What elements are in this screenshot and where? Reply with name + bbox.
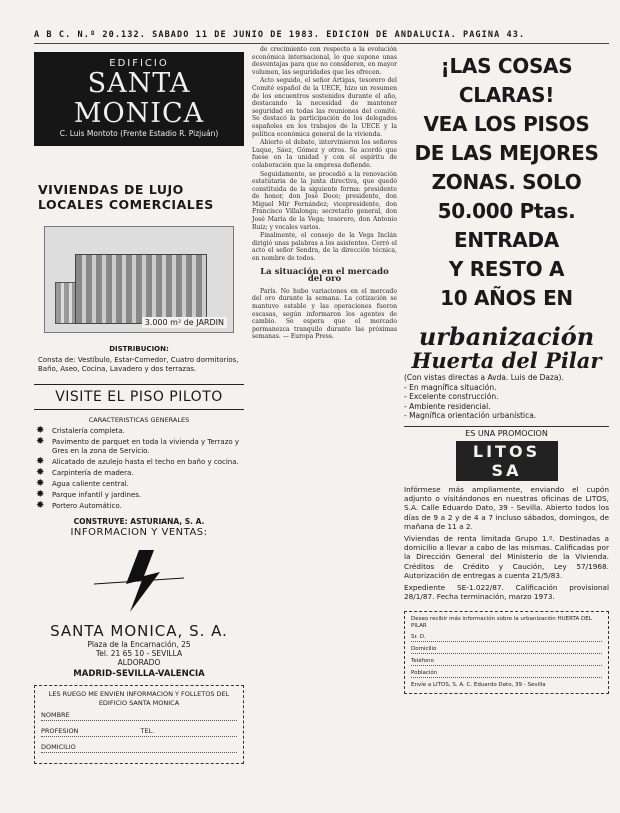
- headline-line: CLARAS!: [458, 83, 555, 107]
- footer-address: Plaza de la Encarnación, 25: [87, 640, 191, 649]
- info-coupon[interactable]: [34, 685, 244, 764]
- footer-phone: Tel. 21 65 10 - SEVILLA: [95, 649, 183, 658]
- article-paragraph: Finalmente, el consejo de la Vega Inclán dirigió unas palabras a los asistentes. Cerró el acto el señor Sendra, de la dirección técnica, en nombre de todos.: [252, 232, 397, 263]
- feature-item: ✸ Carpintería de madera.: [36, 467, 134, 478]
- ad-headline: [404, 52, 609, 313]
- footer-company: SANTA MONICA, S. A.: [50, 622, 228, 640]
- headline-line: DE LAS MEJORES: [414, 141, 599, 165]
- huerta-del-pilar-ad: [404, 52, 609, 694]
- feature-item: ✸ Agua caliente central.: [36, 478, 129, 489]
- legal-text: Viviendas de renta limitada Grupo 1.º. Destinadas a domicilio a llevar a cabo de las mismas. Calificadas por la Dirección General del Ministerio de la Vivienda. Créditos de Crédito y Caución, Ley 57/1968. Autorización de entregas a cuenta 21/5/83.: [404, 533, 609, 581]
- feature-item: ✸ Alicatado de azulejo hasta el techo en baño y cocina.: [36, 456, 239, 467]
- coupon-profesion[interactable]: PROFESION TEL.: [41, 727, 237, 737]
- info-text: Infórmese más ampliamente, enviando el cupón adjunto o visitándonos en nuestras oficinas de LITOS, S.A. Calle Eduardo Dato, 39 - Sevilla. Abierto todos los días de 9 a 2 y de 4 a 7 incluso sábados, domingos, de mañana de 11 a 2.: [404, 484, 609, 532]
- bullet-item: - En magnífica situación.: [404, 382, 497, 392]
- feature-item: ✸ Pavimento de parquet en toda la vivienda y Terrazo y Gres en la zona de Servicio.: [36, 436, 240, 455]
- article-paragraph: Abierto el debate, intervinieron los señores Luque, Sáez, Gómez y otros. Se acordó que fuese en la unidad y con el espíritu de colaboración que la empresa defiende.: [252, 139, 397, 169]
- promo-label: ES UNA PROMOCION: [404, 426, 609, 438]
- santa-monica-banner: [34, 52, 244, 146]
- huerta-coupon[interactable]: [404, 611, 609, 694]
- star-icon: ✸: [36, 478, 45, 489]
- article-paragraph: Acto seguido, el señor Artigas, tesorero del Comité español de la UECE, hizo un resumen de los encuentros sostenidos durante el año, destacando la necesidad de mantener seguridad en todas las reuniones del comité. Se destacó la participación de los delegados españoles en los trabajos de la UECE y la política económica general de la vivienda.: [252, 77, 397, 138]
- header-rule: [34, 43, 609, 44]
- star-icon: ✸: [36, 425, 45, 436]
- informacion-ventas: INFORMACION Y VENTAS:: [70, 527, 208, 538]
- headline-line: ZONAS. SOLO: [431, 170, 582, 194]
- lightning-logo-icon: [34, 544, 244, 616]
- distribution-body: Consta de: Vestíbulo, Estar-Comedor, Cuatro dormitorios, Baño, Aseo, Cocina, Lavadero y dos terrazas.: [38, 356, 239, 373]
- distribution-text: [38, 345, 240, 374]
- headline-line: ¡LAS COSAS: [440, 54, 573, 78]
- santa-monica-ad: [34, 52, 244, 797]
- coupon-field[interactable]: Población: [411, 670, 602, 678]
- headline-line: ENTRADA: [454, 228, 559, 252]
- urbanizacion-label: urbanización: [418, 322, 595, 351]
- article-paragraph: de crecimiento con respecto a la evolución económica internacional, lo que supone unas desventajas para que no consideren, en mayor volumen, las seguridades que les ofrecen.: [252, 46, 397, 76]
- cities-line: MADRID-SEVILLA-VALENCIA: [73, 669, 205, 679]
- star-icon: ✸: [36, 436, 45, 447]
- company-logo: [34, 544, 244, 616]
- expediente-text: Expediente SE-1.022/87. Calificación provisional 28/1/87. Fecha terminación, marzo 1973.: [404, 582, 609, 601]
- headline-line: Y RESTO A: [448, 257, 565, 281]
- feature-item: ✸ Cristalería completa.: [36, 425, 125, 436]
- star-icon: ✸: [36, 489, 45, 500]
- edificio-label: EDIFICIO: [109, 58, 169, 69]
- bullet-item: - Ambiente residencial.: [404, 401, 491, 411]
- building-tower: [75, 254, 207, 324]
- feature-item: ✸ Parque infantil y jardines.: [36, 489, 142, 500]
- coupon-address: Envíe a LITOS, S. A. C. Eduardo Dato, 39 - Sevilla: [411, 682, 546, 689]
- article-column: [252, 46, 397, 342]
- characteristics-heading: CARACTERISTICAS GENERALES: [88, 416, 190, 424]
- page-header: A B C. N.º 20.132. SABADO 11 DE JUNIO DE 1983. EDICION DE ANDALUCIA. PAGINA 43.: [34, 30, 526, 40]
- star-icon: ✸: [36, 500, 45, 511]
- coupon-nombre[interactable]: NOMBRE: [41, 711, 237, 721]
- coupon-title: Deseo recibir más información sobre la urbanización HUERTA DEL PILAR: [411, 616, 592, 630]
- coupon-domicilio[interactable]: DOMICILIO: [41, 743, 237, 753]
- coupon-title: LES RUEGO ME ENVIEN INFORMACION Y FOLLETOS DEL EDIFICIO SANTA MONICA: [48, 690, 230, 707]
- viviendas-heading: VIVIENDAS DE LUJO: [38, 182, 184, 197]
- locales-heading: LOCALES COMERCIALES: [38, 197, 214, 212]
- litos-logo: LITOS SA: [456, 441, 558, 481]
- footer-extra: ALDORADO: [117, 658, 161, 667]
- coupon-field[interactable]: Sr. D.: [411, 634, 602, 642]
- feature-item: ✸ Portero Automático.: [36, 500, 122, 511]
- headline-line: VEA LOS PISOS: [423, 112, 590, 136]
- constructora: CONSTRUYE: ASTURIANA, S. A.: [73, 517, 205, 526]
- article-subhead: La situación en el mercado del oro: [260, 266, 389, 285]
- distribution-label: DISTRIBUCION:: [109, 345, 169, 353]
- visite-heading: VISITE EL PISO PILOTO: [34, 384, 244, 410]
- bullet-item: - Magnífica orientación urbanística.: [404, 411, 537, 420]
- huerta-title: Huerta del Pilar: [411, 348, 602, 373]
- coupon-field[interactable]: Domicilio: [411, 646, 602, 654]
- santa-monica-address: C. Luis Montoto (Frente Estadio R. Pizjuán): [59, 129, 219, 138]
- vistas-text: (Con vistas directas a Avda. Luis de Daza).: [404, 373, 564, 382]
- headline-line: 10 AÑOS EN: [440, 286, 573, 310]
- article-paragraph: Seguidamente, se procedió a la renovación estatutaria de la junta directiva, que quedó constituida de la siguiente forma: presidente de honor, don José Doce; presidente, don Miguel Mir Fernández; vicepresidente, don Francisco Villalonga; secretario general, don José María de la Vega; tesorero, don Antonio Ruiz; y vocales varios.: [252, 170, 397, 231]
- headline-line: 50.000 Ptas.: [437, 199, 576, 223]
- star-icon: ✸: [36, 467, 45, 478]
- garden-caption: 3.000 m² de JARDIN: [142, 317, 227, 328]
- bullet-item: - Excelente construcción.: [404, 392, 499, 401]
- article-paragraph: París. No hubo variaciones en el mercado del oro durante la semana. La cotización se mantuvo estable y las operaciones fueron escasas, según informaron los agentes de cambio. Se espera que el mercado permanezca tranquilo durante las próximas semanas. — Europa Press.: [252, 287, 397, 341]
- santa-monica-title: SANTA MONICA: [73, 68, 205, 129]
- star-icon: ✸: [36, 456, 45, 467]
- coupon-field[interactable]: Teléfono: [411, 658, 602, 666]
- building-image: [44, 226, 234, 333]
